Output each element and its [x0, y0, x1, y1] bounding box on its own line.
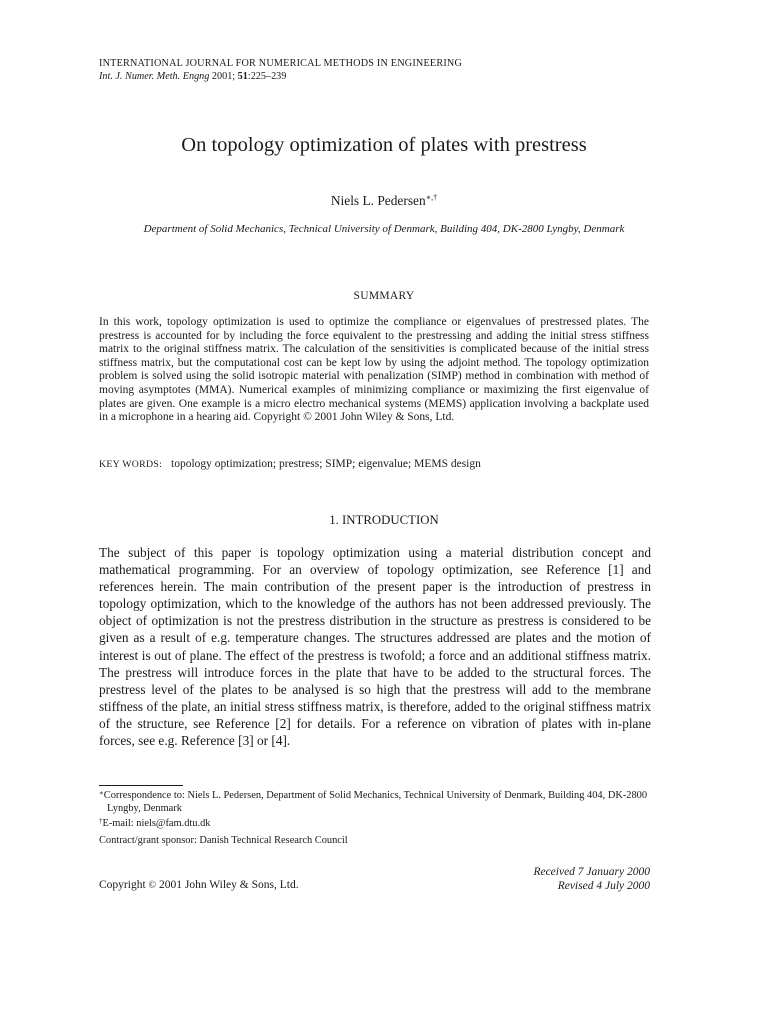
keywords-text: topology optimization; prestress; SIMP; eigenvalue; MEMS design	[171, 458, 481, 470]
keywords-label: KEY WORDS:	[99, 459, 163, 470]
received-dates	[533, 865, 650, 893]
copyright-notice	[99, 879, 299, 891]
footnote-divider	[99, 785, 183, 786]
received-date: Received 7 January 2000	[533, 866, 650, 878]
journal-name: INTERNATIONAL JOURNAL FOR NUMERICAL METHODS IN ENGINEERING	[99, 58, 463, 69]
journal-abbrev: Int. J. Numer. Meth. Engng	[99, 71, 210, 82]
section-heading-introduction: 1. INTRODUCTION	[329, 513, 439, 527]
journal-header	[99, 57, 659, 83]
footnote-mark-asterisk: ∗	[99, 789, 104, 797]
author-footnote-marks: ∗,†	[425, 193, 438, 202]
journal-year: 2001;	[211, 71, 236, 82]
footnote-mark-dagger: †	[99, 817, 103, 826]
copyright-prefix: Copyright	[99, 879, 146, 891]
footnotes	[99, 787, 651, 831]
copyright-text: 2001 John Wiley & Sons, Ltd.	[159, 879, 299, 891]
footnote-correspondence-text: Correspondence to: Niels L. Pedersen, Department of Solid Mechanics, Technical University of Denmark, Building 404, DK-2800 Lyngby, Denmark	[103, 790, 648, 814]
footnote-email-text: E-mail: niels@fam.dtu.dk	[102, 818, 211, 830]
footnote-correspondence	[99, 787, 651, 815]
journal-volume: 51	[237, 71, 248, 82]
introduction-text: The subject of this paper is topology optimization using a material distribution concept and mathematical programming. For an overview of topology optimization, see Reference [1] and references herein. The main contribution of the present paper is the introduction of prestress in topology optimization, which to the knowledge of the authors has not been addressed previously. The object of optimization is not the prestress distribution in the structure as prestress is considered to be given as a result of e.g. temperature changes. The structures addressed are plates and the motion of interest is out of plane. The effect of the prestress is twofold; a force and an additional stiffness matrix. The prestress will introduce forces in the plate that have to be added to the structural forces. The prestress level of the plates to be analysed is so high that the prestress will add to the membrane stiffness of the plate, an initial stress stiffness matrix, is therefore, added to the original stiffness matrix of the structure, see Reference [2] for details. For a reference on vibration of plates with in-plane forces, see e.g. Reference [3] or [4].	[99, 545, 651, 749]
footnote-email	[99, 815, 651, 831]
author-line	[0, 193, 768, 209]
author-name: Niels L. Pedersen	[330, 193, 426, 208]
journal-citation	[99, 70, 659, 83]
author-affiliation: Department of Solid Mechanics, Technical University of Denmark, Building 404, DK-2800 Lyngby, Denmark	[143, 223, 625, 235]
revised-date: Revised 4 July 2000	[557, 880, 650, 892]
summary-text: In this work, topology optimization is used to optimize the compliance or eigenvalues of prestressed plates. The prestress is accounted for by including the force equivalent to the prestressing and adding the initial stress stiffness matrix to the original stiffness matrix. The calculation of the sensitivities is complicated because of the initial stress stiffness matrix, but the computational cost can be kept low by using the adjoint method. The topology optimization problem is solved using the solid isotropic material with penalization (SIMP) method in combination with method of moving asymptotes (MMA). Numerical examples of minimizing compliance or maximizing the first eigenvalue of plates are given. One example is a micro electro mechanical systems (MEMS) application involving a backplate used in a microphone in a hearing aid. Copyright © 2001 John Wiley & Sons, Ltd.	[99, 316, 649, 424]
copyright-icon: ©	[148, 880, 157, 891]
summary-heading: SUMMARY	[353, 290, 415, 302]
paper-title: On topology optimization of plates with prestress	[181, 134, 587, 156]
keywords	[99, 458, 659, 470]
journal-pages: :225–239	[247, 71, 287, 82]
grant-sponsor: Contract/grant sponsor: Danish Technical Research Council	[99, 835, 348, 846]
